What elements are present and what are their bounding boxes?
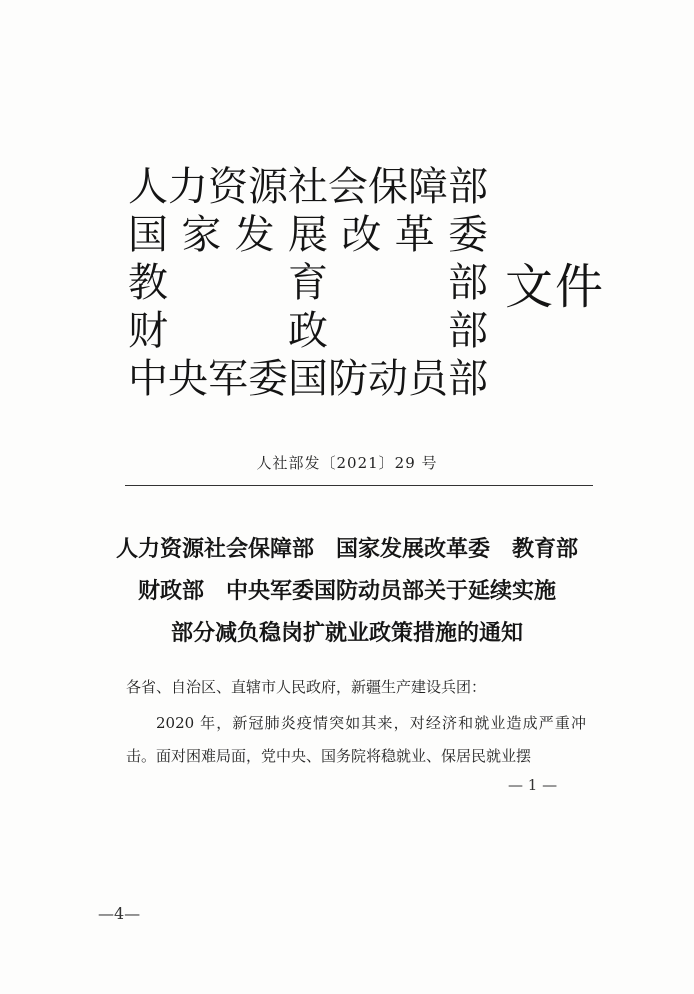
issuer-char: 障 (408, 164, 448, 210)
issuer-char: 防 (328, 356, 368, 402)
issuer-char: 委 (447, 212, 488, 258)
issuer-row (128, 307, 488, 355)
issuer-char: 部 (448, 356, 488, 402)
issuer-char: 家 (181, 212, 222, 258)
issuer-char: 员 (408, 356, 448, 402)
title-line: 部分减负稳岗扩就业政策措施的通知 (170, 621, 523, 646)
issuer-char: 动 (368, 356, 408, 402)
title-line: 人力资源社会保障部 国家发展改革委 教育部 (115, 537, 578, 562)
salutation: 各省、自治区、直辖市人民政府，新疆生产建设兵团： (126, 678, 487, 696)
issuer-char: 部 (448, 308, 488, 354)
issuer-row (128, 211, 488, 259)
issuer-char: 教 (128, 260, 168, 306)
issuer-char: 人 (128, 164, 168, 210)
issuer-char: 部 (448, 260, 488, 306)
issuer-char: 育 (288, 260, 328, 306)
issuer-char: 部 (448, 164, 488, 210)
document-type-label: 文件 (505, 259, 606, 315)
issuer-char: 国 (288, 356, 328, 402)
issuer-char: 央 (168, 356, 208, 402)
body-paragraph: 2020 年，新冠肺炎疫情突如其来，对经济和就业造成严重冲击。面对困难局面，党中央、国务院将稳就业、保居民就业摆 (126, 714, 586, 765)
issuer-row (128, 355, 488, 403)
header-divider (125, 485, 593, 486)
issuer-char: 财 (128, 308, 168, 354)
issuer-char: 会 (328, 164, 368, 210)
issuer-char: 军 (208, 356, 248, 402)
issuer-char: 国 (128, 212, 168, 258)
page-number: — 1 — (508, 776, 558, 794)
issuer-char: 改 (341, 212, 382, 258)
issuer-char: 中 (128, 356, 168, 402)
issuer-row (128, 259, 488, 307)
issuer-char: 发 (234, 212, 275, 258)
issuer-char: 政 (288, 308, 328, 354)
issuer-char: 保 (368, 164, 408, 210)
issuing-authorities (128, 163, 488, 403)
issuer-row (128, 163, 488, 211)
document-number: 人社部发〔2021〕29 号 (256, 454, 438, 472)
issuer-char: 力 (168, 164, 208, 210)
issuer-char: 革 (394, 212, 435, 258)
issuer-char: 委 (248, 356, 288, 402)
title-line: 财政部 中央军委国防动员部关于延续实施 (137, 579, 556, 604)
issuer-char: 社 (288, 164, 328, 210)
issuer-char: 展 (287, 212, 328, 258)
issuer-char: 源 (248, 164, 288, 210)
issuer-char: 资 (208, 164, 248, 210)
corner-page-mark: —4— (98, 904, 141, 923)
document-title (0, 529, 694, 655)
